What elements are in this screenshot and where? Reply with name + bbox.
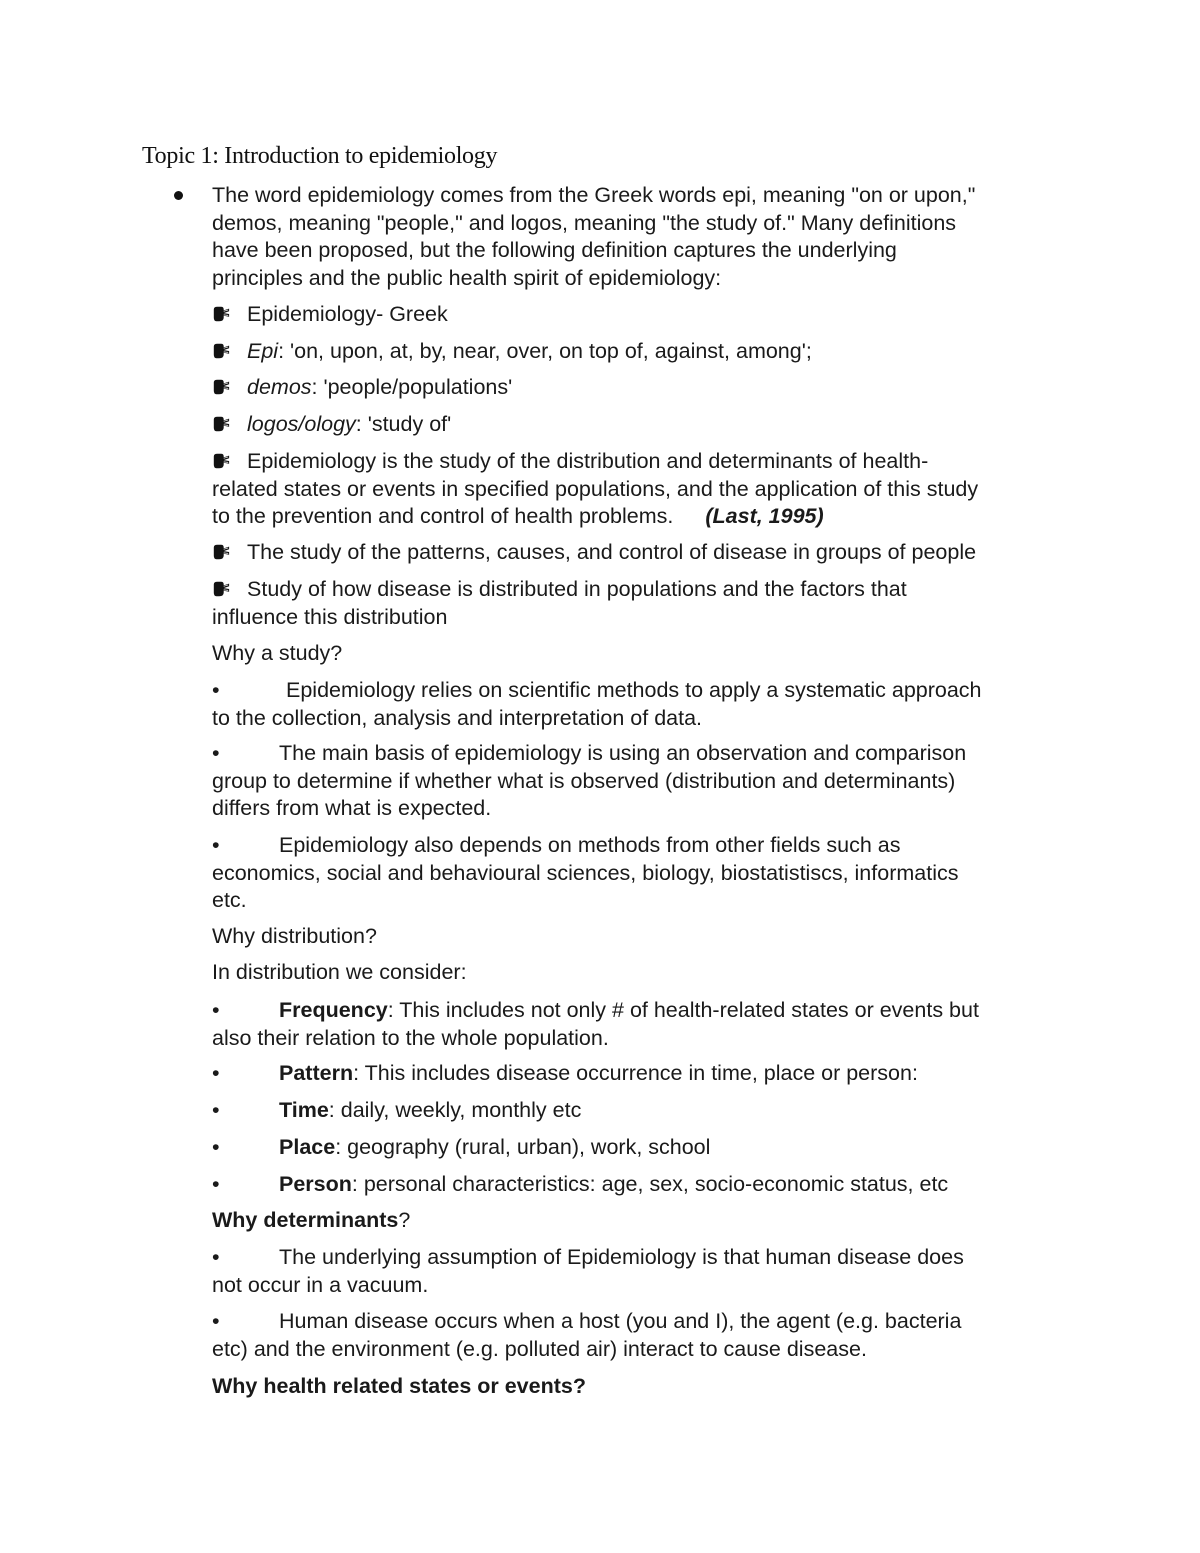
pointing-hand-icon <box>212 342 230 360</box>
intro-line: The word epidemiology comes from the Greek words epi, meaning "on or upon," <box>212 183 976 207</box>
definition-line: to the prevention and control of health problems. <box>212 504 674 528</box>
place-definition: : geography (rural, urban), work, school <box>335 1135 711 1159</box>
intro-line: demos, meaning "people," and logos, meaning "the study of." Many definitions <box>212 210 957 235</box>
logos-term: logos/ology <box>247 412 356 436</box>
bullet-text: differs from what is expected. <box>212 796 492 820</box>
time-definition: : daily, weekly, monthly etc <box>328 1098 582 1122</box>
etymology-logos <box>212 411 1062 439</box>
bullet-text: etc) and the environment (e.g. polluted air) interact to cause disease. <box>212 1336 867 1361</box>
pointing-hand-icon <box>212 580 230 598</box>
pattern-term: Pattern <box>279 1061 354 1085</box>
etymology-epi <box>212 338 1062 366</box>
person-definition: : personal characteristics: age, sex, socio-economic status, etc <box>351 1172 949 1196</box>
why-health-text: Why health related states or events? <box>212 1374 586 1398</box>
definition-line: Epidemiology is the study of the distribution and determinants of health- <box>247 449 929 473</box>
why-study-bullet-3 <box>212 832 1062 915</box>
demos-definition: : 'people/populations' <box>311 375 513 399</box>
pattern-item <box>212 1060 1062 1088</box>
bullet-dot-icon <box>174 191 183 200</box>
definition-line: related states or events in specified populations, and the application of this study <box>212 476 979 501</box>
why-health-heading <box>212 1373 1062 1401</box>
alt-definition-2-line: Study of how disease is distributed in populations and the factors that <box>247 577 907 601</box>
why-determinants-heading <box>212 1207 1062 1235</box>
bullet: • <box>212 1135 220 1159</box>
bullet-text: Human disease occurs when a host (you and I), the agent (e.g. bacteria <box>279 1309 962 1333</box>
bullet: • <box>212 1098 220 1122</box>
alt-definition-1 <box>212 539 1062 567</box>
intro-paragraph <box>212 182 1062 292</box>
frequency-definition: also their relation to the whole population. <box>212 1025 609 1050</box>
bullet-text: Epidemiology relies on scientific methods to apply a systematic approach <box>286 678 982 702</box>
pointing-hand-icon <box>212 305 230 323</box>
time-term: Time <box>279 1098 329 1122</box>
bullet: • <box>212 1172 220 1196</box>
why-determinants-mark: ? <box>398 1208 411 1232</box>
pattern-definition: : This includes disease occurrence in time, place or person: <box>353 1061 918 1085</box>
bullet: • <box>212 678 220 702</box>
distribution-intro: In distribution we consider: <box>212 960 467 984</box>
bullet-text: not occur in a vacuum. <box>212 1272 429 1297</box>
epi-definition: : 'on, upon, at, by, near, over, on top of, against, among'; <box>278 339 812 363</box>
logos-definition: : 'study of' <box>355 412 452 436</box>
place-item <box>212 1134 1062 1162</box>
etymology-greek <box>212 301 1062 329</box>
pointing-hand-icon <box>212 378 230 396</box>
alt-definition-1-text: The study of the patterns, causes, and control of disease in groups of people <box>247 540 977 564</box>
determinants-bullet-1 <box>212 1244 1062 1299</box>
alt-definition-2 <box>212 576 1062 631</box>
why-study-bullet-1 <box>212 677 1062 732</box>
alt-definition-2-line: influence this distribution <box>212 604 448 629</box>
frequency-item <box>212 997 1062 1052</box>
bullet: • <box>212 1245 220 1269</box>
place-term: Place <box>279 1135 336 1159</box>
bullet-text: The main basis of epidemiology is using an observation and comparison <box>279 741 967 765</box>
bullet-text: etc. <box>212 888 247 912</box>
pointing-hand-icon <box>212 543 230 561</box>
etymology-demos <box>212 374 1062 402</box>
page-title: Topic 1: Introduction to epidemiology <box>142 143 498 169</box>
etymology-greek-text: Epidemiology- Greek <box>247 302 448 326</box>
why-study-heading: Why a study? <box>212 641 343 665</box>
why-study-bullet-2 <box>212 740 1062 823</box>
why-determinants-bold: Why determinants <box>212 1208 399 1232</box>
frequency-definition: : This includes not only # of health-related states or events but <box>387 998 979 1022</box>
person-item <box>212 1171 1062 1199</box>
bullet: • <box>212 1309 220 1333</box>
determinants-bullet-2 <box>212 1308 1062 1363</box>
why-distribution-heading: Why distribution? <box>212 924 377 948</box>
pointing-hand-icon <box>212 452 230 470</box>
bullet-text: Epidemiology also depends on methods from other fields such as <box>279 833 901 857</box>
demos-term: demos <box>247 375 312 399</box>
definition-paragraph <box>212 448 1062 531</box>
bullet-text: The underlying assumption of Epidemiology is that human disease does <box>279 1245 964 1269</box>
intro-line: principles and the public health spirit of epidemiology: <box>212 265 722 290</box>
citation: (Last, 1995) <box>705 504 824 528</box>
epi-term: Epi <box>247 339 279 363</box>
person-term: Person <box>279 1172 352 1196</box>
bullet-text: group to determine if whether what is observed (distribution and determinants) <box>212 768 956 793</box>
bullet: • <box>212 833 220 857</box>
intro-line: have been proposed, but the following definition captures the underlying <box>212 238 897 262</box>
bullet-text: to the collection, analysis and interpretation of data. <box>212 705 703 730</box>
bullet: • <box>212 998 220 1022</box>
time-item <box>212 1097 1062 1125</box>
bullet: • <box>212 741 220 765</box>
pointing-hand-icon <box>212 415 230 433</box>
bullet: • <box>212 1061 220 1085</box>
bullet-text: economics, social and behavioural sciences, biology, biostatistiscs, informatics <box>212 860 959 885</box>
frequency-term: Frequency <box>279 998 388 1022</box>
